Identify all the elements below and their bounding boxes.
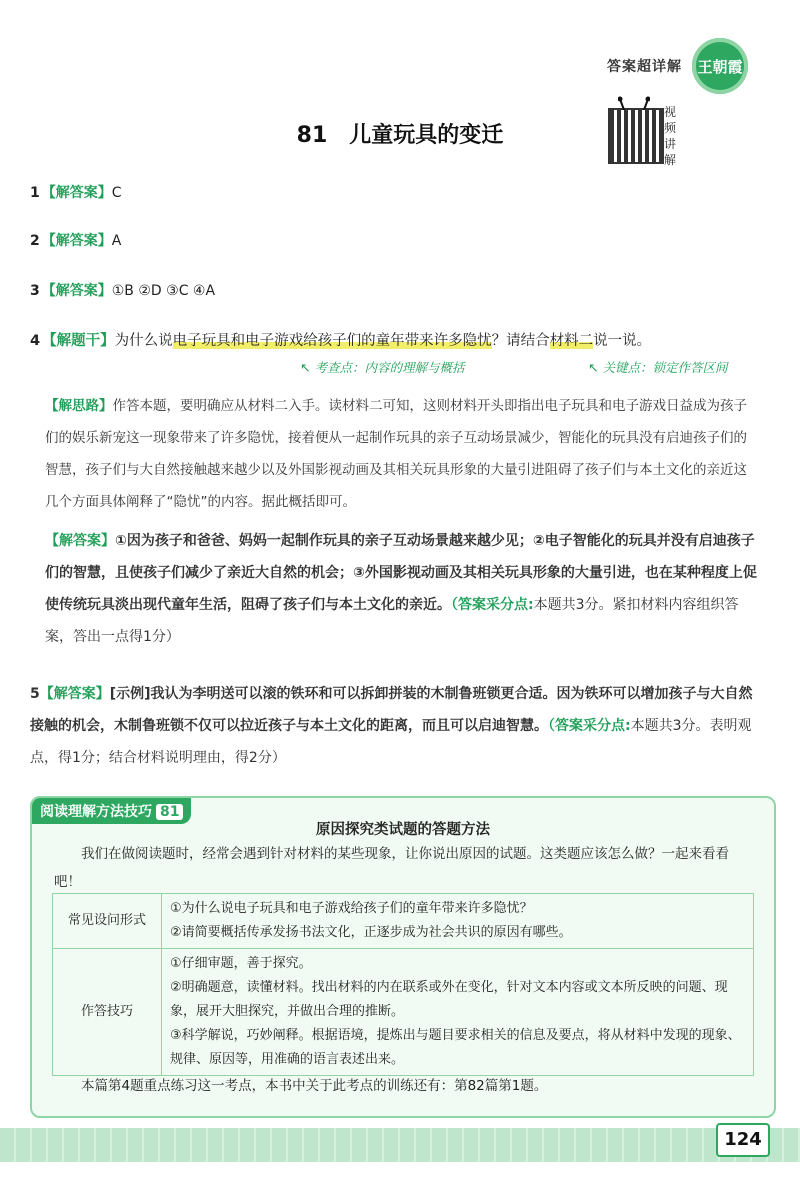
thinking-tag: 【解思路】 — [45, 398, 113, 414]
note-text: 关键点：锁定作答区间 — [602, 360, 728, 375]
thinking-text: 作答本题，要明确应从材料二入手。读材料二可知，这则材料开头即指出电子玩具和电子游戏日益成为孩子们的娱乐新宠这一现象带来了许多隐忧，接着便从一起制作玩具的亲子互动场景减少，智能化的玩具没有启迪孩子们的智慧，孩子们与大自然接触越来越少以及外国影视动画及其相关玩具形象的大量引进阻碍了孩子们与本土文化的亲近这几个方面具体阐释了“隐忧”的内容。据此概括即可。 — [45, 398, 747, 510]
scoring-tag: 答案采分点: — [555, 718, 631, 734]
scoring-text: 本题共3分。紧扣材料内容组织答案，答出一点得1分） — [45, 597, 739, 645]
scoring-text: 本题共3分。表明观点，得1分；结合材料说明理由，得2分） — [30, 718, 752, 766]
answer-tag: 【解答案】 — [39, 686, 110, 702]
method-tips-box — [30, 796, 776, 1118]
table-head-cell: 常见设问形式 — [53, 894, 162, 949]
title-number: 81 — [296, 123, 328, 148]
tips-badge: 81 — [156, 804, 183, 820]
stem-highlight: 电子玩具和电子游戏给孩子们的童年带来许多隐忧 — [172, 333, 492, 349]
logo-text: 王朝霞 — [697, 57, 743, 76]
q4-thinking — [45, 390, 760, 518]
question-4-stem — [30, 330, 651, 352]
scoring-tag: 答案采分点: — [458, 597, 534, 613]
title-text: 儿童玩具的变迁 — [349, 123, 504, 148]
table-line: ②请简要概括传承发扬书法文化，正逐步成为社会共识的原因有哪些。 — [170, 925, 572, 940]
header-label: 答案超详解 — [607, 59, 682, 75]
qr-label: 视频讲解 — [664, 105, 677, 167]
question-number: 1 — [30, 185, 40, 201]
table-row — [53, 949, 754, 1076]
table-cell — [162, 894, 754, 949]
tips-title: 原因探究类试题的答题方法 — [316, 822, 490, 838]
question-tag: 【解题干】 — [42, 333, 115, 349]
table-head-cell: 作答技巧 — [53, 949, 162, 1076]
answer-1 — [30, 182, 122, 204]
answer-text: ①因为孩子和爸爸、妈妈一起制作玩具的亲子互动场景越来越少见；②电子智能化的玩具并没有启迪孩子们的智慧，且使孩子们减少了亲近大自然的机会；③外国影视动画及其相关玩具形象的大量引进，也在某种程度上促使传统玩具淡出现代童年生活，阻碍了孩子们与本土文化的亲近。 — [45, 533, 757, 613]
answer-text: A — [111, 233, 122, 249]
note-text: 考查点：内容的理解与概括 — [314, 360, 465, 375]
qr-code-icon[interactable] — [608, 108, 664, 164]
header — [607, 38, 748, 94]
table-line: ①为什么说电子玩具和电子游戏给孩子们的童年带来许多隐忧？ — [170, 901, 533, 916]
answer-3 — [30, 280, 215, 302]
tips-table — [52, 893, 754, 1076]
answer-text: C — [111, 185, 122, 201]
table-line: ②明确题意，读懂材料。找出材料的内在联系或外在变化，针对文本内容或文本所反映的问题、现象，展开大胆探究，并做出合理的推断。 — [170, 980, 728, 1019]
q5-answer: 5【解答案】[示例]我认为李明送可以滚的铁环和可以拆卸拼装的木制鲁班锁更合适。因为铁环可以增加孩子与大自然接触的机会，木制鲁班锁不仅可以拉近孩子与本土文化的距离，而且可以启迪智慧。（答案采分点:本题共3分。表明观点，得1分；结合材料说明理由，得2分） — [30, 686, 753, 766]
question-number: 3 — [30, 283, 40, 299]
stem-text: 为什么说 — [114, 333, 173, 349]
note-key-point: ↖ 关键点：锁定作答区间 — [588, 360, 728, 375]
brand-logo — [692, 38, 748, 94]
answer-tag: 【解答案】 — [41, 283, 112, 299]
answer-text: [示例]我认为李明送可以滚的铁环和可以拆卸拼装的木制鲁班锁更合适。因为铁环可以增加孩子与大自然接触的机会，木制鲁班锁不仅可以拉近孩子与本土文化的距离，而且可以启迪智慧。 — [30, 686, 753, 734]
answer-text: ①B ②D ③C ④A — [111, 283, 216, 299]
answer-tag: 【解答案】 — [45, 533, 115, 549]
tips-footnote: 本篇第4题重点练习这一考点，本书中关于此考点的训练还有：第82篇第1题。 — [81, 1078, 548, 1094]
table-row — [53, 894, 754, 949]
question-number: 5 — [30, 686, 40, 702]
tips-tag-text: 阅读理解方法技巧 — [40, 804, 152, 820]
answer-tag: 【解答案】 — [41, 185, 112, 201]
table-line: ①仔细审题，善于探究。 — [170, 956, 312, 971]
stem-text: ？请结合 — [491, 333, 550, 349]
q4-answer: 【解答案】①因为孩子和爸爸、妈妈一起制作玩具的亲子互动场景越来越少见；②电子智能化的玩具并没有启迪孩子们的智慧，且使孩子们减少了亲近大自然的机会；③外国影视动画及其相关玩具形象的大量引进，也在某种程度上促使传统玩具淡出现代童年生活，阻碍了孩子们与本土文化的亲近。（答案采分点:本题共3分。紧扣材料内容组织答案，答出一点得1分） — [45, 533, 757, 645]
tips-intro: 我们在做阅读题时，经常会遇到针对材料的某些现象，让你说出原因的试题。这类题应该怎么做？一起来看看吧！ — [54, 846, 729, 890]
answer-2 — [30, 230, 121, 252]
note-exam-point: ↖ 考查点：内容的理解与概括 — [300, 360, 465, 375]
page-number: 124 — [716, 1123, 770, 1157]
page-title — [0, 118, 800, 149]
stem-highlight: 材料二 — [549, 333, 594, 349]
question-number: 4 — [30, 333, 41, 349]
stem-text: 说一说。 — [593, 333, 652, 349]
table-cell — [162, 949, 754, 1076]
answer-tag: 【解答案】 — [41, 233, 112, 249]
table-line: ③科学解说，巧妙阐释。根据语境，提炼出与题目要求相关的信息及要点，将从材料中发现的现象、规律、原因等，用准确的语言表述出来。 — [170, 1028, 741, 1067]
bottom-band — [0, 1128, 800, 1162]
question-number: 2 — [30, 233, 40, 249]
